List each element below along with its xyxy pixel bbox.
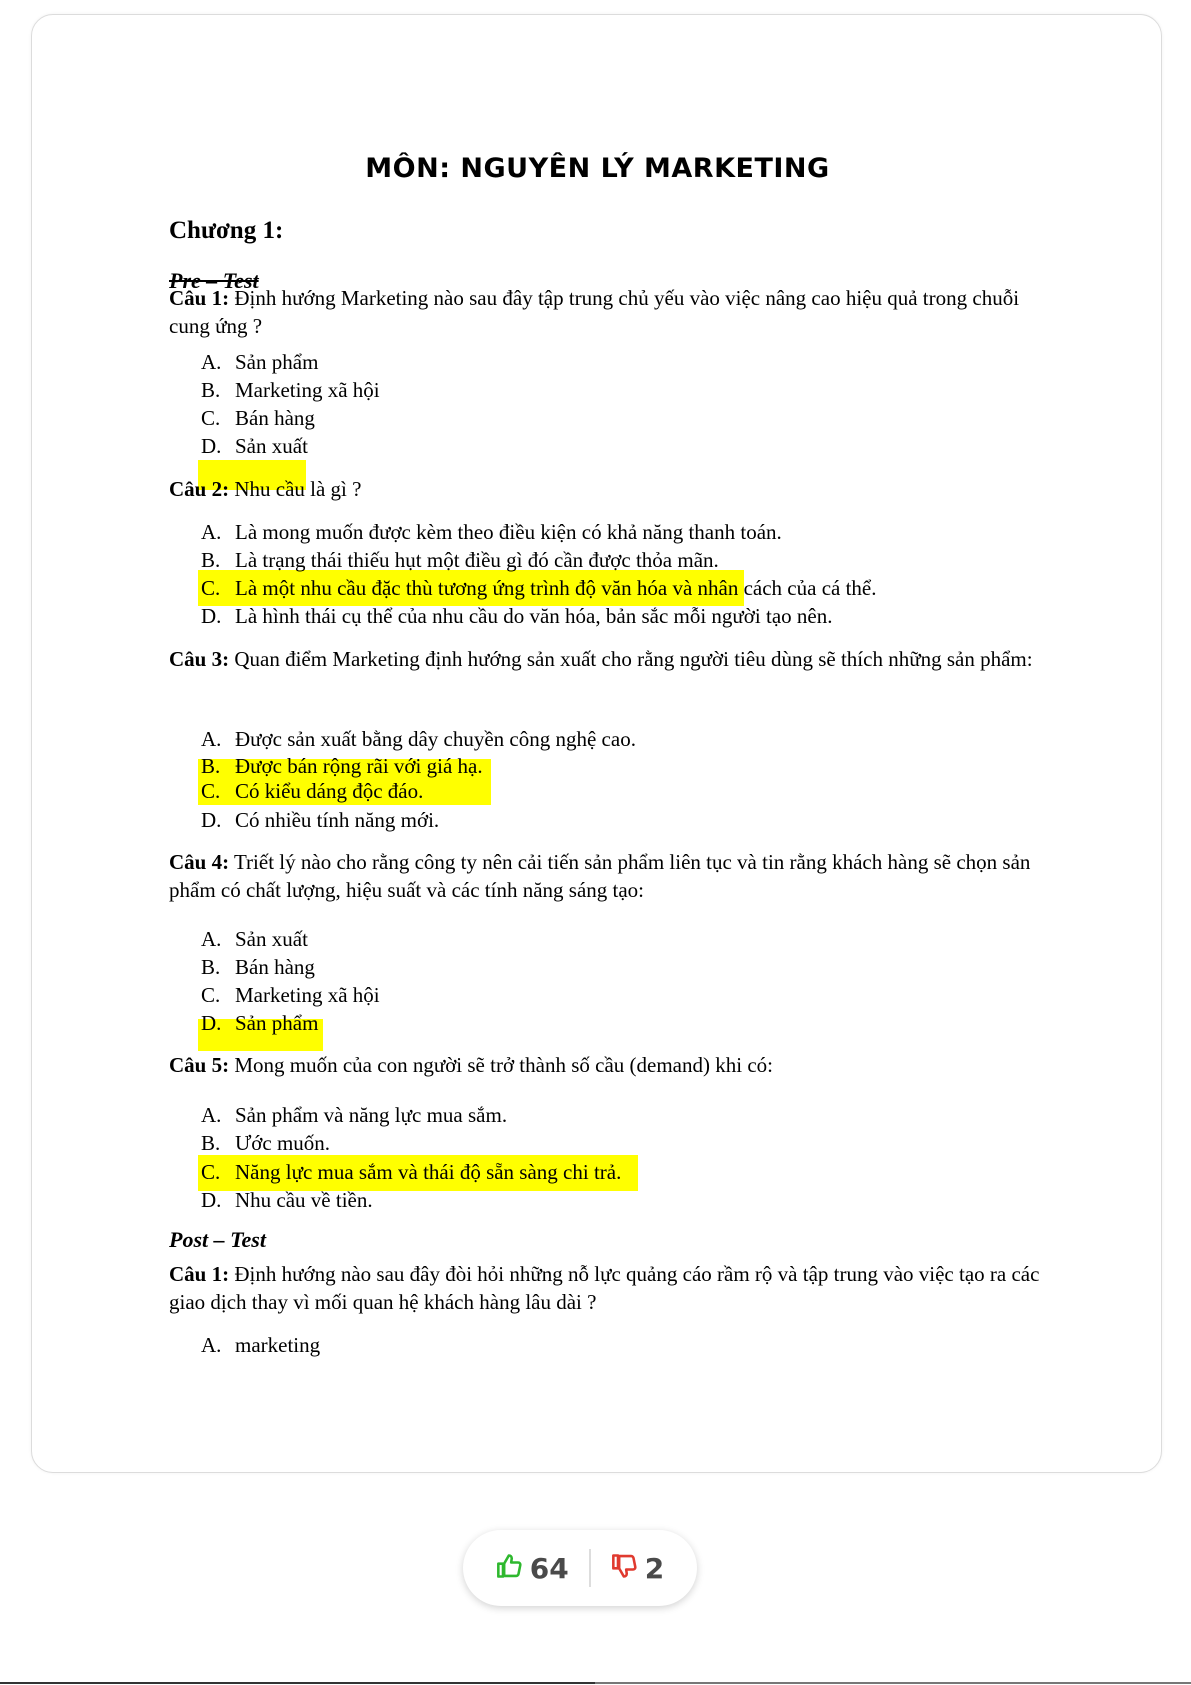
document-title: MÔN: NGUYÊN LÝ MARKETING	[365, 153, 830, 184]
question-text: Định hướng Marketing nào sau đây tập trung chủ yếu vào việc nâng cao hiệu quả trong chuỗi cung ứng ?	[169, 286, 1020, 338]
dislike-count: 2	[644, 1551, 665, 1585]
option-c: C. Năng lực mua sắm và thái độ sẵn sàng chi trả.	[201, 1160, 622, 1184]
question-text: Triết lý nào cho rằng công ty nên cải tiến sản phẩm liên tục và tin rằng khách hàng sẽ chọn sản phẩm có chất lượng, hiệu suất và các tính năng sáng tạo:	[169, 850, 1031, 902]
thumbs-down-icon	[611, 1552, 639, 1584]
question-number: Câu 4:	[169, 850, 230, 874]
option-d: D. Là hình thái cụ thể của nhu cầu do văn hóa, bản sắc mỗi người tạo nên.	[201, 604, 833, 628]
pre-test-heading: Pre – Test	[169, 268, 259, 293]
bottom-divider	[0, 1682, 595, 1684]
option-c: C. Bán hàng	[201, 406, 315, 430]
question-text: Mong muốn của con người sẽ trở thành số cầu (demand) khi có:	[229, 1053, 773, 1077]
dislike-button[interactable]	[591, 1552, 684, 1585]
option-a: A. Sản phẩm và năng lực mua sắm.	[201, 1103, 508, 1127]
vote-bar	[463, 1530, 697, 1606]
option-c: C. Là một nhu cầu đặc thù tương ứng trình độ văn hóa và nhân cách của cá thể.	[201, 576, 877, 600]
question-text: Nhu cầu là gì ?	[229, 477, 362, 501]
question-text: Quan điểm Marketing định hướng sản xuất cho rằng người tiêu dùng sẽ thích những sản phẩm:	[229, 647, 1033, 671]
option-c: C. Có kiểu dáng độc đáo.	[201, 779, 424, 803]
option-d: D. Nhu cầu về tiền.	[201, 1188, 373, 1212]
like-button[interactable]	[476, 1552, 589, 1585]
option-a: A. Được sản xuất bằng dây chuyền công nghệ cao.	[201, 727, 636, 751]
option-c: C. Marketing xã hội	[201, 983, 380, 1007]
question-3	[169, 645, 1049, 673]
option-a: A. marketing	[201, 1333, 321, 1357]
question-number: Câu 5:	[169, 1053, 230, 1077]
option-a: A. Là mong muốn được kèm theo điều kiện có khả năng thanh toán.	[201, 520, 782, 544]
chapter-heading: Chương 1:	[169, 217, 284, 244]
option-b: B. Marketing xã hội	[201, 378, 380, 402]
question-number: Câu 3:	[169, 647, 230, 671]
question-number: Câu 2:	[169, 477, 230, 501]
question-5	[169, 1051, 1049, 1079]
option-d: D. Sản phẩm	[201, 1011, 319, 1035]
option-b: B. Là trạng thái thiếu hụt một điều gì đó cần được thỏa mãn.	[201, 548, 719, 572]
thumbs-up-icon	[496, 1552, 524, 1584]
bottom-divider	[595, 1682, 1191, 1684]
option-a: A. Sản xuất	[201, 927, 308, 951]
question-4	[169, 848, 1049, 904]
question-number: Câu 1:	[169, 1262, 230, 1286]
question-1	[169, 284, 1049, 340]
option-d: D. Có nhiều tính năng mới.	[201, 808, 440, 832]
post-test-heading: Post – Test	[169, 1227, 266, 1252]
option-b: B. Được bán rộng rãi với giá hạ.	[201, 754, 483, 778]
option-b: B. Bán hàng	[201, 955, 315, 979]
question-2	[169, 475, 1049, 503]
post-question-1	[169, 1260, 1049, 1316]
like-count: 64	[529, 1551, 569, 1585]
question-text: Định hướng nào sau đây đòi hỏi những nỗ lực quảng cáo rầm rộ và tập trung vào việc tạo ra các giao dịch thay vì mối quan hệ khách hàng lâu dài ?	[169, 1262, 1040, 1314]
document-page	[31, 14, 1162, 1473]
option-b: B. Ước muốn.	[201, 1131, 331, 1155]
question-number: Câu 1:	[169, 286, 230, 310]
option-d: D. Sản xuất	[201, 434, 308, 458]
option-a: A. Sản phẩm	[201, 350, 319, 374]
